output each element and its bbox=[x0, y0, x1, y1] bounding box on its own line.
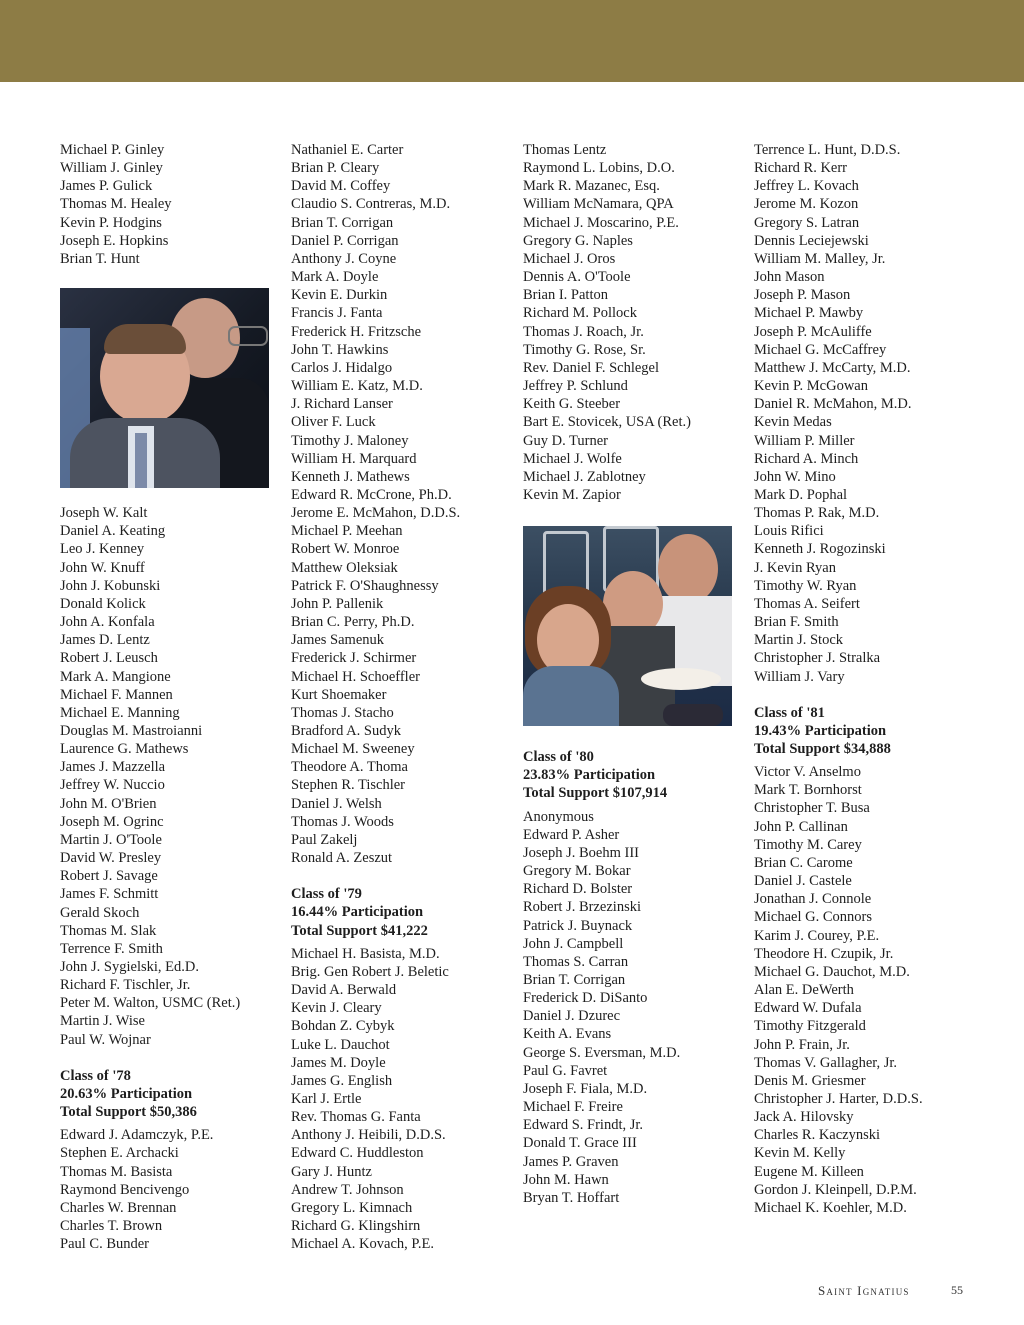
donor-name: Peter M. Walton, USMC (Ret.) bbox=[60, 995, 241, 1012]
donor-name: James F. Schmitt bbox=[60, 886, 159, 903]
donor-name: Michael K. Koehler, M.D. bbox=[754, 1199, 907, 1216]
name-list bbox=[754, 763, 979, 1217]
donor-name: Robert W. Monroe bbox=[291, 541, 400, 558]
donor-name: Donald T. Grace III bbox=[523, 1135, 637, 1152]
total-support: Total Support $34,888 bbox=[754, 741, 891, 757]
donor-name: Brian T. Hunt bbox=[60, 250, 140, 267]
donor-name: Denis M. Griesmer bbox=[754, 1072, 866, 1089]
donor-name: Terrence L. Hunt, D.D.S. bbox=[754, 142, 901, 158]
header-band bbox=[0, 0, 1024, 82]
donor-name: Brian T. Corrigan bbox=[291, 214, 394, 231]
donor-name: Daniel P. Corrigan bbox=[291, 232, 399, 249]
donor-name: Robert J. Brzezinski bbox=[523, 899, 641, 916]
donor-name: Thomas V. Gallagher, Jr. bbox=[754, 1054, 898, 1071]
donor-name: Joseph M. Ogrinc bbox=[60, 813, 164, 830]
donor-name: Kevin M. Kelly bbox=[754, 1145, 846, 1162]
donor-name: Thomas A. Seifert bbox=[754, 595, 860, 612]
class-79-header bbox=[291, 885, 516, 939]
donor-name: Carlos J. Hidalgo bbox=[291, 359, 393, 376]
donor-name: Andrew T. Johnson bbox=[291, 1181, 404, 1198]
donor-name: James Samenuk bbox=[291, 632, 385, 649]
donor-name: Kenneth J. Mathews bbox=[291, 468, 410, 485]
participation-rate: 23.83% Participation bbox=[523, 767, 656, 784]
donor-name: Gregory L. Kimnach bbox=[291, 1199, 413, 1216]
donor-name: Gerald Skoch bbox=[60, 904, 140, 921]
participation-rate: 19.43% Participation bbox=[754, 722, 887, 739]
donor-name: Gary J. Huntz bbox=[291, 1163, 372, 1180]
donor-name: Jack A. Hilovsky bbox=[754, 1109, 854, 1126]
donor-name: Victor V. Anselmo bbox=[754, 764, 861, 781]
donor-name: Frederick H. Fritzsche bbox=[291, 323, 422, 340]
donor-name: Richard D. Bolster bbox=[523, 881, 633, 898]
donor-name: Michael P. Ginley bbox=[60, 142, 165, 158]
donor-name: Paul W. Wojnar bbox=[60, 1031, 151, 1048]
donor-name: John T. Hawkins bbox=[291, 341, 389, 358]
donor-name: Timothy M. Carey bbox=[754, 836, 862, 853]
class-title: Class of '79 bbox=[291, 886, 362, 903]
donor-name: Michael G. Connors bbox=[754, 909, 872, 926]
donor-name: Thomas S. Carran bbox=[523, 953, 629, 970]
donor-name: Thomas J. Roach, Jr. bbox=[523, 323, 644, 340]
donor-name: Michael J. Oros bbox=[523, 250, 616, 267]
donor-name: Edward P. Asher bbox=[523, 826, 620, 843]
donor-name: Dennis A. O'Toole bbox=[523, 269, 631, 286]
donor-name: Michael J. Zablotney bbox=[523, 468, 646, 485]
donor-name: Oliver F. Luck bbox=[291, 414, 376, 431]
donor-name: John P. Pallenik bbox=[291, 595, 384, 612]
donor-name: James G. English bbox=[291, 1072, 393, 1089]
donor-name: Keith G. Steeber bbox=[523, 396, 621, 413]
donor-name: Brian T. Corrigan bbox=[523, 972, 626, 988]
donor-name: William McNamara, QPA bbox=[523, 196, 674, 213]
donor-name: Daniel J. Castele bbox=[754, 873, 852, 890]
donor-name: Jeffrey P. Schlund bbox=[523, 378, 628, 395]
donor-name: William P. Miller bbox=[754, 432, 855, 449]
class-title: Class of '80 bbox=[523, 749, 594, 766]
donor-name: Martin J. Stock bbox=[754, 632, 844, 649]
donor-name: Michael H. Schoeffler bbox=[291, 668, 420, 685]
donor-name: Daniel J. Welsh bbox=[291, 795, 382, 812]
donor-name: James D. Lentz bbox=[60, 632, 150, 649]
donor-name: Claudio S. Contreras, M.D. bbox=[291, 196, 451, 213]
class-81-header bbox=[754, 704, 979, 758]
donor-name: Kevin P. Hodgins bbox=[60, 214, 162, 231]
donor-name: John W. Mino bbox=[754, 468, 836, 485]
donor-name: Richard R. Kerr bbox=[754, 160, 848, 177]
participation-rate: 16.44% Participation bbox=[291, 904, 424, 921]
donor-name: Edward S. Frindt, Jr. bbox=[523, 1117, 644, 1134]
total-support: Total Support $41,222 bbox=[291, 922, 428, 939]
donor-name: Karl J. Ertle bbox=[291, 1090, 362, 1107]
donor-name: Louis Rifici bbox=[754, 523, 824, 540]
donor-name: Michael P. Mawby bbox=[754, 305, 864, 322]
donor-name: Keith A. Evans bbox=[523, 1026, 612, 1043]
donor-name: Robert J. Leusch bbox=[60, 650, 158, 667]
donor-name: Daniel A. Keating bbox=[60, 523, 166, 540]
donor-name: Thomas M. Slak bbox=[60, 922, 157, 939]
donor-name: Gregory M. Bokar bbox=[523, 863, 631, 880]
donor-name: Brian I. Patton bbox=[523, 287, 608, 304]
donor-name: Bryan T. Hoffart bbox=[523, 1189, 620, 1206]
donor-name: Daniel J. Dzurec bbox=[523, 1008, 621, 1025]
donor-name: George S. Eversman, M.D. bbox=[523, 1044, 681, 1061]
donor-name: David W. Presley bbox=[60, 850, 162, 867]
donor-name: Stephen R. Tischler bbox=[291, 777, 405, 794]
name-list bbox=[754, 141, 979, 686]
donor-name: Terrence F. Smith bbox=[60, 940, 163, 957]
donor-name: Jerome E. McMahon, D.D.S. bbox=[291, 505, 461, 522]
donor-name: Karim J. Courey, P.E. bbox=[754, 927, 880, 944]
donor-name: Frederick D. DiSanto bbox=[523, 990, 648, 1007]
donor-name: Edward C. Huddleston bbox=[291, 1145, 424, 1162]
donor-name: Timothy W. Ryan bbox=[754, 577, 857, 594]
donor-name: Bradford A. Sudyk bbox=[291, 723, 401, 739]
donor-name: Timothy J. Maloney bbox=[291, 432, 409, 449]
donor-name: Mark T. Bornhorst bbox=[754, 782, 862, 799]
total-support: Total Support $50,386 bbox=[60, 1104, 197, 1121]
donor-name: Douglas M. Mastroianni bbox=[60, 722, 203, 739]
event-photo-three-guests bbox=[523, 526, 732, 726]
donor-name: Eugene M. Killeen bbox=[754, 1163, 864, 1180]
donor-name: Kevin M. Zapior bbox=[523, 486, 621, 503]
donor-name: John P. Callinan bbox=[754, 818, 848, 835]
donor-name: Alan E. DeWerth bbox=[754, 982, 854, 999]
donor-name: Thomas M. Healey bbox=[60, 196, 172, 213]
donor-name: Edward W. Dufala bbox=[754, 1000, 862, 1017]
name-list bbox=[60, 1126, 285, 1253]
donor-name: Thomas J. Stacho bbox=[291, 704, 394, 721]
donor-name: Raymond L. Lobins, D.O. bbox=[523, 160, 675, 177]
donor-name: Dennis Leciejewski bbox=[754, 232, 869, 249]
donor-name: Robert J. Savage bbox=[60, 868, 158, 885]
donor-name: Jonathan J. Connole bbox=[754, 891, 872, 908]
donor-name: Martin J. Wise bbox=[60, 1013, 145, 1030]
donor-name: Charles T. Brown bbox=[60, 1218, 163, 1235]
donor-name: John J. Kobunski bbox=[60, 577, 161, 594]
donor-name: John M. Hawn bbox=[523, 1171, 609, 1188]
donor-name: Charles R. Kaczynski bbox=[754, 1127, 881, 1144]
donor-name: John A. Konfala bbox=[60, 614, 155, 631]
donor-name: Jeffrey L. Kovach bbox=[754, 178, 859, 195]
donor-name: Kevin Medas bbox=[754, 414, 832, 431]
donor-name: James J. Mazzella bbox=[60, 759, 166, 776]
donor-name: Jerome M. Kozon bbox=[754, 196, 859, 213]
donor-name: Anthony J. Coyne bbox=[291, 250, 397, 267]
donor-name: Michael G. Dauchot, M.D. bbox=[754, 963, 910, 980]
donor-name: Rev. Daniel F. Schlegel bbox=[523, 359, 660, 376]
event-photo-two-men bbox=[60, 288, 269, 488]
donor-name: John Mason bbox=[754, 269, 825, 286]
total-support: Total Support $107,914 bbox=[523, 785, 668, 802]
donor-name: Thomas M. Basista bbox=[60, 1163, 173, 1180]
donor-name: Bart E. Stovicek, USA (Ret.) bbox=[523, 414, 691, 431]
donor-name: Laurence G. Mathews bbox=[60, 741, 189, 758]
donor-name: Kevin E. Durkin bbox=[291, 287, 388, 304]
donor-name: Edward J. Adamczyk, P.E. bbox=[60, 1127, 214, 1144]
donor-name: Joseph E. Hopkins bbox=[60, 232, 169, 249]
donor-name: Michael J. Wolfe bbox=[523, 450, 622, 467]
donor-name: Ronald A. Zeszut bbox=[291, 850, 393, 867]
donor-name: Theodore A. Thoma bbox=[291, 759, 408, 776]
donor-name: John J. Sygielski, Ed.D. bbox=[60, 959, 199, 975]
donor-name: Thomas P. Rak, M.D. bbox=[754, 505, 880, 522]
donor-name: Mark D. Pophal bbox=[754, 486, 848, 503]
donor-name: William J. Ginley bbox=[60, 160, 163, 177]
donor-name: Richard A. Minch bbox=[754, 450, 859, 467]
donor-name: Matthew J. McCarty, M.D. bbox=[754, 359, 911, 376]
donor-name: Timothy G. Rose, Sr. bbox=[523, 341, 646, 358]
donor-name: Michael P. Meehan bbox=[291, 523, 403, 540]
donor-name: John M. O'Brien bbox=[60, 795, 157, 812]
donor-name: Michael A. Kovach, P.E. bbox=[291, 1236, 434, 1253]
donor-name: Bohdan Z. Cybyk bbox=[291, 1018, 395, 1035]
donor-name: Paul G. Favret bbox=[523, 1062, 608, 1079]
donor-name: Kevin J. Cleary bbox=[291, 1000, 382, 1017]
donor-name: Brian P. Cleary bbox=[291, 160, 380, 177]
donor-name: William M. Malley, Jr. bbox=[754, 250, 886, 267]
donor-name: Kevin P. McGowan bbox=[754, 378, 868, 395]
page-number: 55 bbox=[951, 1283, 963, 1297]
donor-name: Thomas Lentz bbox=[523, 142, 607, 158]
name-list bbox=[60, 141, 285, 268]
name-list bbox=[523, 808, 748, 1207]
donor-name: David M. Coffey bbox=[291, 178, 391, 195]
donor-name: Anonymous bbox=[523, 808, 594, 825]
donor-name: Timothy Fitzgerald bbox=[754, 1018, 866, 1035]
donor-name: Christopher J. Stralka bbox=[754, 650, 881, 667]
donor-name: Thomas J. Woods bbox=[291, 813, 394, 830]
donor-name: Jeffrey W. Nuccio bbox=[60, 777, 165, 794]
donor-name: Joseph P. Mason bbox=[754, 287, 851, 304]
donor-name: Paul C. Bunder bbox=[60, 1236, 150, 1253]
donor-name: J. Kevin Ryan bbox=[754, 559, 836, 576]
donor-name: Richard M. Pollock bbox=[523, 305, 637, 322]
donor-name: John J. Campbell bbox=[523, 935, 624, 952]
donor-name: Theodore H. Czupik, Jr. bbox=[754, 945, 894, 962]
donor-name: Charles W. Brennan bbox=[60, 1199, 177, 1216]
donor-name: Joseph J. Boehm III bbox=[523, 844, 639, 861]
donor-name: Michael J. Moscarino, P.E. bbox=[523, 214, 679, 231]
donor-name: James P. Gulick bbox=[60, 178, 153, 195]
column-3 bbox=[523, 141, 748, 1207]
donor-name: Frederick J. Schirmer bbox=[291, 650, 417, 667]
donor-name: Patrick J. Buynack bbox=[523, 917, 633, 934]
donor-name: Michael F. Freire bbox=[523, 1099, 623, 1116]
donor-name: Stephen E. Archacki bbox=[60, 1145, 179, 1162]
donor-name: David A. Berwald bbox=[291, 982, 397, 999]
donor-name: Brig. Gen Robert J. Beletic bbox=[291, 963, 449, 980]
donor-name: John W. Knuff bbox=[60, 559, 145, 576]
donor-name: Nathaniel E. Carter bbox=[291, 142, 404, 158]
donor-name: Gregory S. Latran bbox=[754, 214, 860, 231]
donor-name: Gregory G. Naples bbox=[523, 232, 633, 249]
donor-name: Christopher T. Busa bbox=[754, 800, 870, 817]
donor-name: James M. Doyle bbox=[291, 1054, 386, 1071]
donor-name: Daniel R. McMahon, M.D. bbox=[754, 396, 912, 413]
donor-name: Richard F. Tischler, Jr. bbox=[60, 977, 191, 994]
donor-name: Michael E. Manning bbox=[60, 704, 180, 721]
donor-name: Paul Zakelj bbox=[291, 831, 358, 848]
class-80-header bbox=[523, 748, 748, 802]
donor-name: Rev. Thomas G. Fanta bbox=[291, 1109, 421, 1126]
donor-name: Gordon J. Kleinpell, D.P.M. bbox=[754, 1181, 917, 1198]
class-title: Class of '81 bbox=[754, 704, 825, 721]
donor-name: Edward R. McCrone, Ph.D. bbox=[291, 486, 452, 503]
donor-name: Christopher J. Harter, D.D.S. bbox=[754, 1090, 923, 1107]
donor-name: Michael G. McCaffrey bbox=[754, 341, 887, 358]
donor-name: Donald Kolick bbox=[60, 595, 146, 612]
donor-name: Leo J. Kenney bbox=[60, 541, 145, 558]
donor-name: Martin J. O'Toole bbox=[60, 831, 162, 848]
class-title: Class of '78 bbox=[60, 1067, 131, 1084]
donor-name: Patrick F. O'Shaughnessy bbox=[291, 577, 439, 594]
column-1 bbox=[60, 141, 285, 1253]
donor-name: Brian C. Perry, Ph.D. bbox=[291, 614, 415, 631]
name-list bbox=[291, 945, 516, 1254]
donor-name: Francis J. Fanta bbox=[291, 305, 383, 322]
donor-name: Guy D. Turner bbox=[523, 432, 608, 449]
class-78-header bbox=[60, 1067, 285, 1121]
donor-name: Brian F. Smith bbox=[754, 614, 839, 631]
donor-name: William J. Vary bbox=[754, 668, 845, 685]
name-list bbox=[523, 141, 748, 504]
donor-name: Michael H. Basista, M.D. bbox=[291, 945, 440, 962]
donor-name: William E. Katz, M.D. bbox=[291, 378, 423, 395]
donor-name: Kurt Shoemaker bbox=[291, 686, 387, 703]
donor-name: Joseph F. Fiala, M.D. bbox=[523, 1080, 648, 1097]
donor-name: J. Richard Lanser bbox=[291, 396, 393, 413]
donor-name: Michael F. Mannen bbox=[60, 686, 173, 703]
donor-name: Kenneth J. Rogozinski bbox=[754, 541, 886, 558]
donor-name: Mark A. Doyle bbox=[291, 269, 379, 286]
donor-name: Luke L. Dauchot bbox=[291, 1036, 390, 1053]
publication-name: Saint Ignatius bbox=[818, 1283, 910, 1298]
donor-name: Joseph P. McAuliffe bbox=[754, 323, 872, 340]
donor-name: Matthew Oleksiak bbox=[291, 559, 398, 576]
donor-name: James P. Graven bbox=[523, 1153, 619, 1170]
donor-name: Joseph W. Kalt bbox=[60, 505, 148, 522]
donor-name: Richard G. Klingshirn bbox=[291, 1218, 421, 1235]
column-2 bbox=[291, 141, 516, 1253]
donor-name: Raymond Bencivengo bbox=[60, 1181, 190, 1198]
donor-name: Michael M. Sweeney bbox=[291, 741, 415, 758]
donor-name: Anthony J. Heibili, D.D.S. bbox=[291, 1127, 446, 1144]
name-list bbox=[60, 504, 285, 1049]
name-list bbox=[291, 141, 516, 867]
participation-rate: 20.63% Participation bbox=[60, 1085, 193, 1102]
donor-name: Brian C. Carome bbox=[754, 854, 853, 871]
donor-name: Mark R. Mazanec, Esq. bbox=[523, 178, 660, 195]
donor-name: Mark A. Mangione bbox=[60, 668, 171, 685]
donor-name: William H. Marquard bbox=[291, 450, 417, 467]
donor-name: John P. Frain, Jr. bbox=[754, 1036, 850, 1053]
column-4 bbox=[754, 141, 979, 1217]
